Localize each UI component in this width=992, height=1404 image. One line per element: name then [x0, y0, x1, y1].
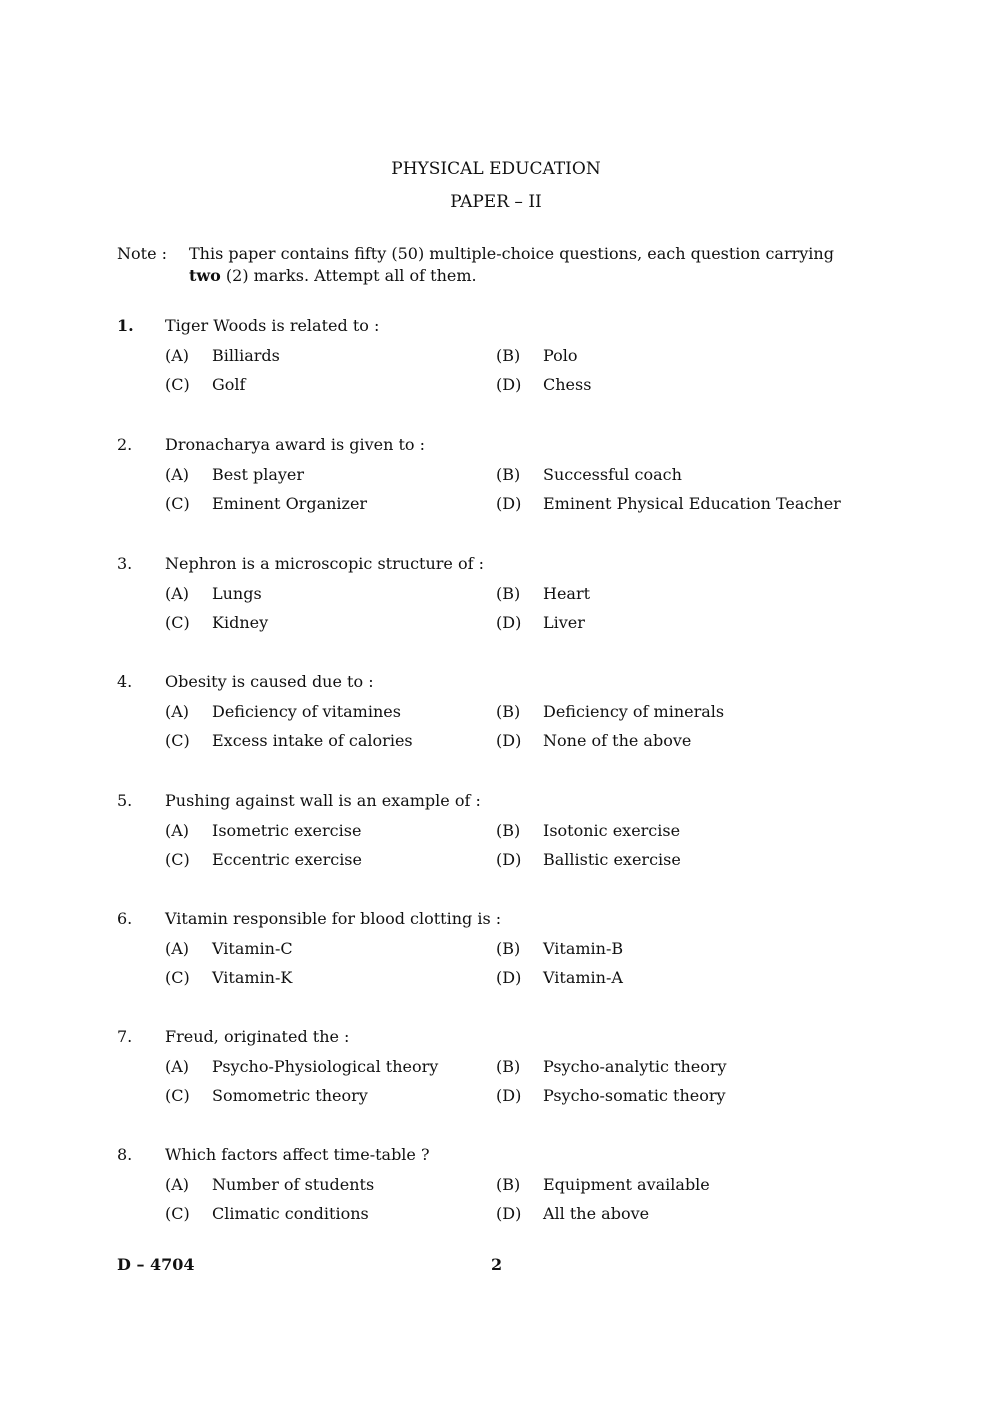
option-text: Eccentric exercise: [212, 850, 362, 869]
question-4: [0, 672, 992, 772]
option-text: Isometric exercise: [212, 821, 362, 840]
option-text: Vitamin-A: [543, 968, 623, 987]
note-bold: two: [189, 266, 221, 285]
option-letter: (D): [496, 375, 522, 394]
question-2: [0, 435, 992, 535]
option-letter: (A): [165, 465, 190, 484]
question-text: Nephron is a microscopic structure of :: [165, 554, 484, 573]
option-letter: (C): [165, 850, 190, 869]
page-number: 2: [491, 1255, 503, 1274]
option-text: Golf: [212, 375, 246, 394]
option-letter: (A): [165, 702, 190, 721]
question-text: Obesity is caused due to :: [165, 672, 374, 691]
question-1: [0, 316, 992, 416]
option-letter: (C): [165, 494, 190, 513]
option-text: All the above: [543, 1204, 650, 1223]
option-letter: (D): [496, 968, 522, 987]
option-text: Ballistic exercise: [543, 850, 681, 869]
option-text: Chess: [543, 375, 592, 394]
option-letter: (A): [165, 939, 190, 958]
option-letter: (B): [496, 465, 521, 484]
question-text: Which factors affect time-table ?: [165, 1145, 430, 1164]
option-letter: (B): [496, 1057, 521, 1076]
paper-title: PAPER – II: [450, 192, 542, 212]
option-letter: (D): [496, 850, 522, 869]
question-text: Vitamin responsible for blood clotting is :: [165, 909, 502, 928]
option-letter: (D): [496, 494, 522, 513]
option-text: Number of students: [212, 1175, 375, 1194]
question-number: 5.: [117, 791, 133, 810]
question-text: Pushing against wall is an example of :: [165, 791, 481, 810]
question-number: 6.: [117, 909, 133, 928]
question-number: 4.: [117, 672, 133, 691]
option-letter: (D): [496, 731, 522, 750]
option-text: Vitamin-K: [212, 968, 293, 987]
option-text: None of the above: [543, 731, 692, 750]
option-letter: (A): [165, 584, 190, 603]
option-text: Liver: [543, 613, 585, 632]
option-text: Deficiency of vitamines: [212, 702, 401, 721]
question-number: 8.: [117, 1145, 133, 1164]
note-line-1: This paper contains fifty (50) multiple-choice questions, each question carrying: [189, 244, 834, 263]
option-text: Vitamin-C: [212, 939, 293, 958]
option-letter: (B): [496, 1175, 521, 1194]
question-text: Dronacharya award is given to :: [165, 435, 426, 454]
question-6: [0, 909, 992, 1009]
question-7: [0, 1027, 992, 1127]
option-letter: (A): [165, 1175, 190, 1194]
option-text: Somometric theory: [212, 1086, 368, 1105]
question-number: 3.: [117, 554, 133, 573]
question-3: [0, 554, 992, 654]
option-text: Eminent Organizer: [212, 494, 368, 513]
option-letter: (A): [165, 346, 190, 365]
option-text: Kidney: [212, 613, 269, 632]
note-label: Note :: [117, 244, 168, 263]
option-text: Lungs: [212, 584, 262, 603]
option-letter: (C): [165, 1086, 190, 1105]
option-text: Billiards: [212, 346, 280, 365]
option-text: Eminent Physical Education Teacher: [543, 494, 841, 513]
option-letter: (B): [496, 346, 521, 365]
option-letter: (B): [496, 939, 521, 958]
footer-code: D – 4704: [117, 1255, 195, 1274]
subject-title: PHYSICAL EDUCATION: [391, 159, 601, 179]
option-text: Isotonic exercise: [543, 821, 681, 840]
option-text: Equipment available: [543, 1175, 710, 1194]
option-letter: (C): [165, 613, 190, 632]
option-letter: (B): [496, 702, 521, 721]
question-number: 2.: [117, 435, 133, 454]
option-letter: (C): [165, 375, 190, 394]
question-text: Freud, originated the :: [165, 1027, 350, 1046]
option-text: Climatic conditions: [212, 1204, 369, 1223]
question-5: [0, 791, 992, 891]
option-text: Psycho-analytic theory: [543, 1057, 727, 1076]
note-line-2: [189, 266, 477, 286]
option-text: Polo: [543, 346, 578, 365]
question-number: 7.: [117, 1027, 133, 1046]
option-text: Heart: [543, 584, 591, 603]
option-letter: (C): [165, 1204, 190, 1223]
option-text: Excess intake of calories: [212, 731, 413, 750]
option-text: Psycho-somatic theory: [543, 1086, 726, 1105]
option-text: Vitamin-B: [543, 939, 624, 958]
option-text: Deficiency of minerals: [543, 702, 725, 721]
option-letter: (C): [165, 968, 190, 987]
option-letter: (D): [496, 1086, 522, 1105]
option-text: Successful coach: [543, 465, 682, 484]
option-letter: (A): [165, 821, 190, 840]
note-line-2-rest: (2) marks. Attempt all of them.: [220, 266, 477, 285]
option-letter: (A): [165, 1057, 190, 1076]
option-letter: (D): [496, 1204, 522, 1223]
question-number: 1.: [117, 316, 134, 335]
option-text: Best player: [212, 465, 305, 484]
option-letter: (C): [165, 731, 190, 750]
question-8: [0, 1145, 992, 1245]
option-letter: (B): [496, 584, 521, 603]
option-letter: (B): [496, 821, 521, 840]
option-text: Psycho-Physiological theory: [212, 1057, 439, 1076]
option-letter: (D): [496, 613, 522, 632]
question-text: Tiger Woods is related to :: [165, 316, 380, 335]
